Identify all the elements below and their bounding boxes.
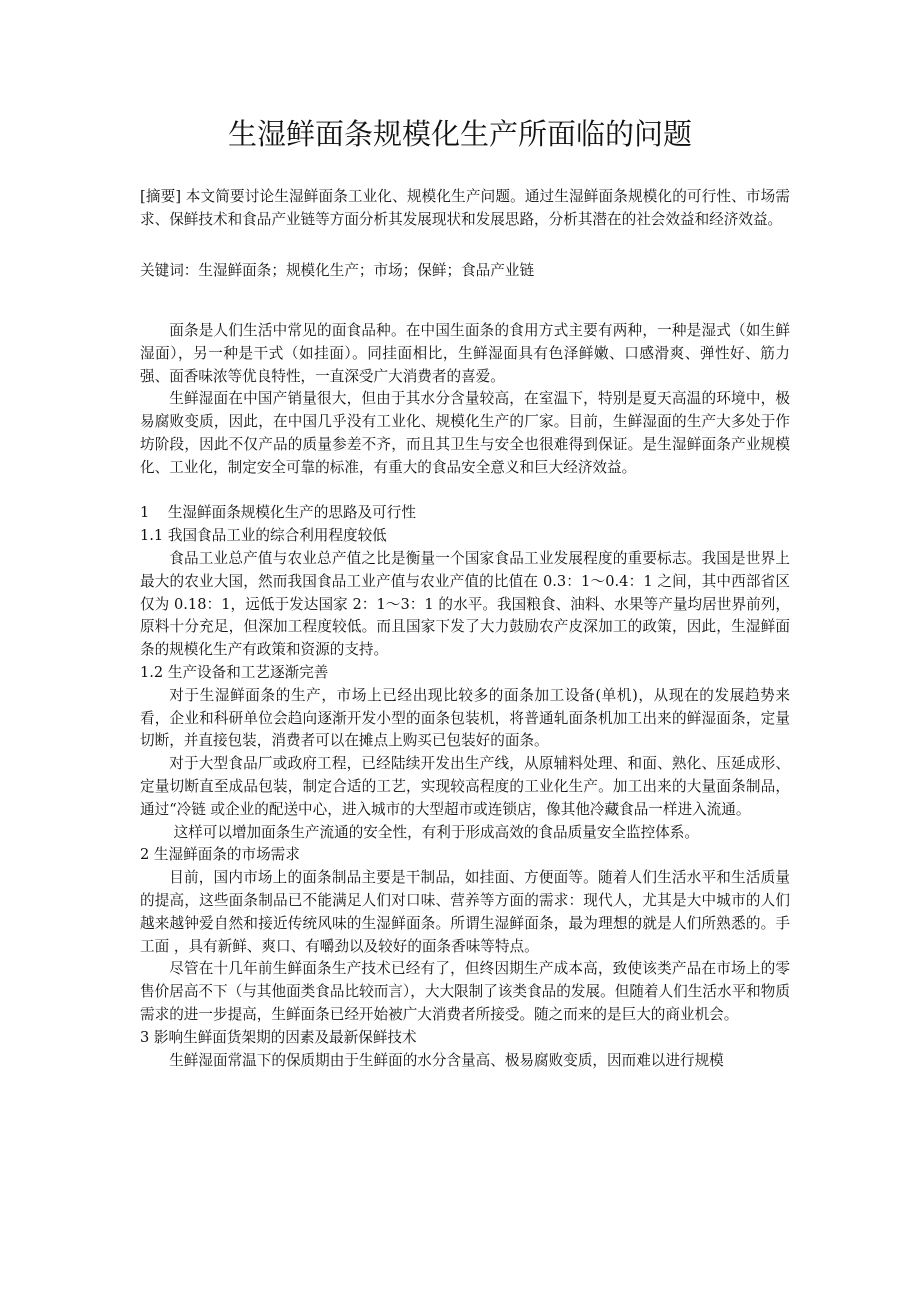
section-1-1-heading: 1.1 我国食品工业的综合利用程度较低 [140,527,387,545]
section-2-paragraph: 目前，国内市场上的面条制品主要是干制品，如挂面、方便面等。随着人们生活水平和生活质量的提高，这些面条制品已不能满足人们对口味、营养等方面的需求：现代人，尤其是大中城市的人们越来越钟爱自然和接近传统风味的生湿鲜面条。所谓生湿鲜面条，最为理想的就是人们所熟悉的。手工面 ，具有新鲜、爽口、有嚼劲以及较好的面条香味等特点。 [140,869,790,955]
abstract [140,186,790,231]
section-1-2-heading: 1.2 生产设备和工艺逐渐完善 [140,663,329,681]
document-body [140,320,790,1072]
intro-paragraph: 生鲜湿面在中国产销量很大，但由于其水分含量较高，在室温下，特别是夏天高温的环境中，极易腐败变质，因此，在中国几乎没有工业化、规模化生产的厂家。目前，生鲜湿面的生产大多处于作坊阶段，因此不仅产品的质量参差不齐，而且其卫生与安全也很难得到保证。是生湿鲜面条产业规模化、工业化，制定安全可靠的标准，有重大的食品安全意义和巨大经济效益。 [140,390,790,476]
section-3-paragraph: 生鲜湿面常温下的保质期由于生鲜面的水分含量高、极易腐败变质，因而难以进行规模 [169,1051,724,1069]
section-1-1-paragraph: 食品工业总产值与农业总产值之比是衡量一个国家食品工业发展程度的重要标志。我国是世界上最大的农业大国，然而我国食品工业产值与农业产值的比值在 0.3：1～0.4：1 之间，其中西部省区仅为 0.18：1，远低于发达国家 2：1～3：1 的水平。我国粮食、油料、水果等产量均居世界前列，原料十分充足，但深加工程度较低。而且国家下发了大力鼓励农产皮深加工的政策，因此，生湿鲜面条的规模化生产有政策和资源的支持。 [140,549,790,659]
keywords-label: 关键词： [140,262,199,279]
document-title: 生湿鲜面条规模化生产所面临的问题 [227,117,692,151]
section-1-heading: 1 生湿鲜面条规模化生产的思路及可行性 [140,504,416,522]
section-1-2-paragraph: 对于生湿鲜面条的生产，市场上已经出现比较多的面条加工设备(单机)，从现在的发展趋势来看，企业和科研单位会趋向逐渐开发小型的面条包装机，将普通轧面条机加工出来的鲜湿面条，定量切断，并直接包装，消费者可以在摊点上购买已包装好的面条。 [140,686,790,750]
section-3-heading: 3 影响生鲜面货架期的因素及最新保鲜技术 [140,1028,417,1046]
abstract-label: [摘要] [140,188,182,205]
section-2-heading: 2 生湿鲜面条的市场需求 [140,846,300,864]
section-1-2-paragraph: 对于大型食品厂或政府工程，已经陆续开发出生产线，从原辅料处理、和面、熟化、压延成形、定量切断直至成品包装，制定合适的工艺，实现较高程度的工业化生产。加工出来的大量面条制品，通过“冷链 或企业的配送中心，进入城市的大型超市或连锁店，像其他冷藏食品一样进入流通。 [140,755,790,818]
section-1-2-paragraph: 这样可以增加面条生产流通的安全性，有利于形成高效的食品质量安全监控体系。 [173,823,699,841]
section-2-paragraph: 尽管在十几年前生鲜面条生产技术已经有了，但终因期生产成本高，致使该类产品在市场上的零售价居高不下（与其他面类食品比较而言），大大限制了该类食品的发展。但随着人们生活水平和物质需求的进一步提高，生鲜面条已经开始被广大消费者所接受。随之而来的是巨大的商业机会。 [140,960,790,1023]
keywords-text: 生湿鲜面条；规模化生产；市场；保鲜；食品产业链 [198,262,535,279]
abstract-text: 本文简要讨论生湿鲜面条工业化、规模化生产问题。通过生湿鲜面条规模化的可行性、市场需求、保鲜技术和食品产业链等方面分析其发展现状和发展思路，分析其潜在的社会效益和经济效益。 [140,188,790,228]
intro-paragraph: 面条是人们生活中常见的面食品种。在中国生面条的食用方式主要有两种，一种是湿式（如生鲜湿面），另一种是干式（如挂面）。同挂面相比，生鲜湿面具有色泽鲜嫩、口感滑爽、弹性好、筋力强、面香味浓等优良特性，一直深受广大消费者的喜爱。 [140,322,790,385]
keywords [140,260,790,283]
